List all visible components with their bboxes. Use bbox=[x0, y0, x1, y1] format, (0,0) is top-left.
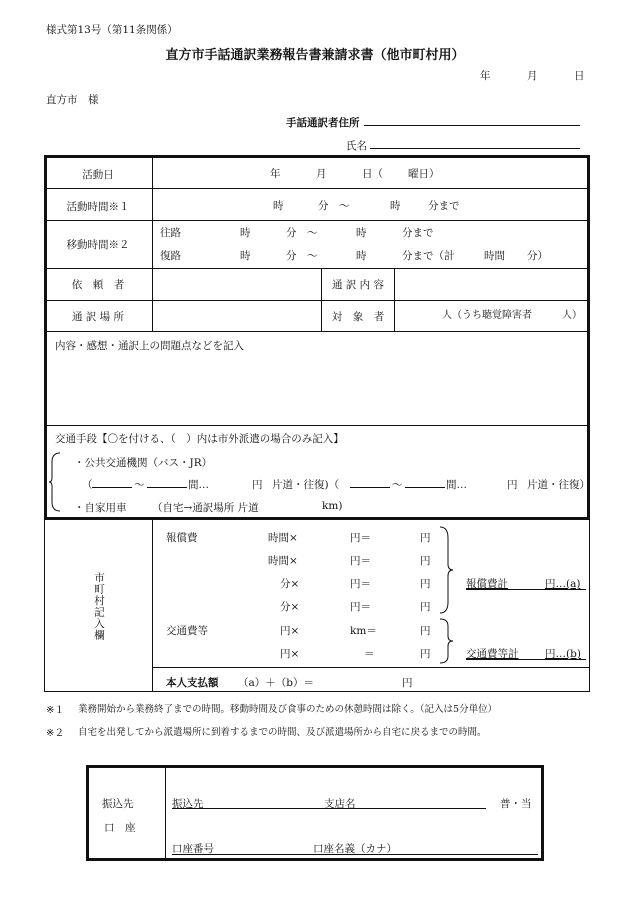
transport-total-underline bbox=[466, 647, 586, 660]
content-label: 通 訳 内 容 bbox=[331, 279, 384, 291]
car-detail: （自宅→通訳場所 片道 bbox=[152, 502, 259, 514]
fare-yen: 円 bbox=[252, 479, 263, 491]
requester-label: 依 頼 者 bbox=[71, 279, 125, 291]
fee-yen-eq-4: 円＝ bbox=[350, 601, 371, 613]
fee-min-2: 分× bbox=[280, 601, 300, 613]
transport-fee-brace bbox=[438, 618, 454, 664]
place-field[interactable] bbox=[153, 301, 321, 331]
target-label: 対 象 者 bbox=[331, 311, 385, 323]
self-pay-label: 本人支払額 bbox=[166, 677, 219, 689]
fare-open: （ bbox=[82, 479, 93, 491]
content-field[interactable] bbox=[395, 269, 587, 300]
account-number-label: 口座番号 bbox=[172, 843, 214, 855]
fee-total-label: 報償費計 bbox=[466, 578, 508, 590]
tf-eq: ＝ bbox=[364, 648, 375, 660]
tf-km-eq: km＝ bbox=[350, 625, 377, 637]
ret-min: 分 ～ bbox=[286, 250, 318, 262]
transport-total-label: 交通費等計 bbox=[466, 648, 519, 660]
time-until: 分まで bbox=[428, 200, 460, 212]
fee-yen-3: 円 bbox=[420, 578, 431, 590]
transport-label: 交通手段【〇を付ける、（ ）内は市外派遣の場合のみ記入】 bbox=[55, 433, 344, 445]
interpreter-address-field[interactable] bbox=[364, 113, 580, 126]
addressee: 直方市 様 bbox=[46, 94, 99, 106]
travel-time-label: 移動時間※２ bbox=[66, 239, 130, 251]
fare-to2-field[interactable] bbox=[405, 475, 445, 488]
interpreter-address-label: 手話通訳者住所 bbox=[286, 117, 360, 129]
time-hour: 時 bbox=[273, 200, 284, 212]
bank-label-bottom: 口 座 bbox=[104, 822, 136, 834]
out-min: 分 ～ bbox=[286, 227, 318, 239]
header-year: 年 bbox=[480, 70, 491, 82]
date-weekday: 曜日） bbox=[408, 168, 440, 180]
ret-total-hour: 時間 bbox=[484, 250, 505, 262]
document-title: 直方市手話通訳業務報告書兼請求書（他市町村用） bbox=[165, 48, 465, 63]
requester-field[interactable] bbox=[153, 269, 321, 300]
date-year: 年 bbox=[270, 168, 281, 180]
return-label: 復路 bbox=[160, 250, 181, 262]
bank-label-top: 振込先 bbox=[102, 798, 134, 810]
time-min: 分 ～ bbox=[318, 200, 350, 212]
tf-yen-x-1: 円× bbox=[280, 625, 300, 637]
place-label: 通 訳 場 所 bbox=[71, 311, 124, 323]
account-type[interactable]: 普・当 bbox=[500, 798, 532, 810]
fee-yen-eq-2: 円＝ bbox=[350, 555, 371, 567]
account-name-label: 口座名義（カナ） bbox=[313, 843, 397, 855]
fee-yen-2: 円 bbox=[420, 555, 431, 567]
interpreter-name-label: 氏名 bbox=[346, 140, 367, 152]
date-day: 日（ bbox=[362, 168, 383, 180]
note2-text: 自宅を出発してから派遣場所に到着するまでの時間、及び派遣場所から自宅に戻るまでの時間。 bbox=[78, 727, 487, 738]
time-hour2: 時 bbox=[390, 200, 401, 212]
municipal-label: 市町村記入欄 bbox=[93, 572, 105, 641]
fare-from2-field[interactable] bbox=[350, 475, 390, 488]
fee-label: 報償費 bbox=[166, 532, 198, 544]
outbound-label: 往路 bbox=[160, 227, 181, 239]
ret-hour: 時 bbox=[240, 250, 251, 262]
out-until: 分まで bbox=[402, 227, 434, 239]
fee-yen-eq-3: 円＝ bbox=[350, 578, 371, 590]
fare-type2: 片道・往復） bbox=[527, 479, 590, 491]
fare-tilde: ～ bbox=[134, 479, 145, 491]
tf-yen-x-2: 円× bbox=[280, 648, 300, 660]
header-day: 日 bbox=[574, 70, 585, 82]
fee-brace bbox=[438, 526, 454, 614]
ret-total-min: 分） bbox=[527, 250, 548, 262]
tf-yen-1: 円 bbox=[420, 625, 431, 637]
fee-hours-1: 時間× bbox=[268, 532, 298, 544]
activity-date-label: 活動日 bbox=[82, 169, 114, 181]
fee-hours-2: 時間× bbox=[268, 555, 298, 567]
transport-total-ref: 円…(b) bbox=[545, 648, 581, 660]
car-km: km) bbox=[322, 500, 343, 512]
note1-mark: ※１ bbox=[46, 705, 65, 716]
remarks-label: 内容・感想・通訳上の問題点などを記入 bbox=[55, 340, 244, 352]
out-hour: 時 bbox=[240, 227, 251, 239]
fare-yen2: 円 bbox=[507, 479, 518, 491]
interpreter-name-field[interactable] bbox=[370, 136, 580, 149]
branch-label: 支店名 bbox=[324, 798, 356, 810]
activity-time-label: 活動時間※１ bbox=[66, 201, 130, 213]
note1-text: 業務開始から業務終了までの時間。移動時間及び食事のための休憩時間は除く。（記入は5分単位） bbox=[78, 704, 498, 715]
ret-hour2: 時 bbox=[356, 250, 367, 262]
form-number: 様式第13号（第11条関係） bbox=[46, 24, 178, 36]
out-hour2: 時 bbox=[356, 227, 367, 239]
fare-tilde2: ～ bbox=[392, 479, 403, 491]
fee-min-1: 分× bbox=[280, 578, 300, 590]
fee-yen-eq-1: 円＝ bbox=[350, 532, 371, 544]
bank-name-label: 振込先 bbox=[172, 798, 204, 810]
fee-total-ref: 円…(a) bbox=[545, 578, 581, 590]
fare-between: 間… bbox=[188, 479, 209, 491]
fee-total-underline bbox=[466, 577, 586, 590]
fare-to-field[interactable] bbox=[147, 475, 187, 488]
public-transport-option[interactable]: ・公共交通機関（バス・JR） bbox=[74, 457, 213, 469]
date-month: 月 bbox=[316, 168, 327, 180]
transport-fee-label: 交通費等 bbox=[166, 625, 208, 637]
fee-yen-4: 円 bbox=[420, 601, 431, 613]
fee-yen-1: 円 bbox=[420, 532, 431, 544]
tf-yen-2: 円 bbox=[420, 648, 431, 660]
self-pay-formula: （a）＋（b）＝ bbox=[238, 677, 314, 689]
persons-end: 人） bbox=[562, 310, 582, 321]
persons-text: 人（うち聴覚障害者 bbox=[442, 310, 532, 321]
ret-until-total: 分まで（計 bbox=[402, 250, 455, 262]
transport-brace bbox=[48, 452, 62, 512]
fare-between2: 間… bbox=[446, 479, 467, 491]
self-pay-yen: 円 bbox=[402, 677, 413, 689]
note2-mark: ※２ bbox=[46, 728, 65, 739]
fare-from-field[interactable] bbox=[92, 475, 132, 488]
private-car-option[interactable]: ・自家用車 bbox=[74, 502, 127, 514]
fare-type: 片道・往復)（ bbox=[272, 479, 340, 491]
header-month: 月 bbox=[527, 70, 538, 82]
remarks-field[interactable] bbox=[47, 352, 587, 424]
